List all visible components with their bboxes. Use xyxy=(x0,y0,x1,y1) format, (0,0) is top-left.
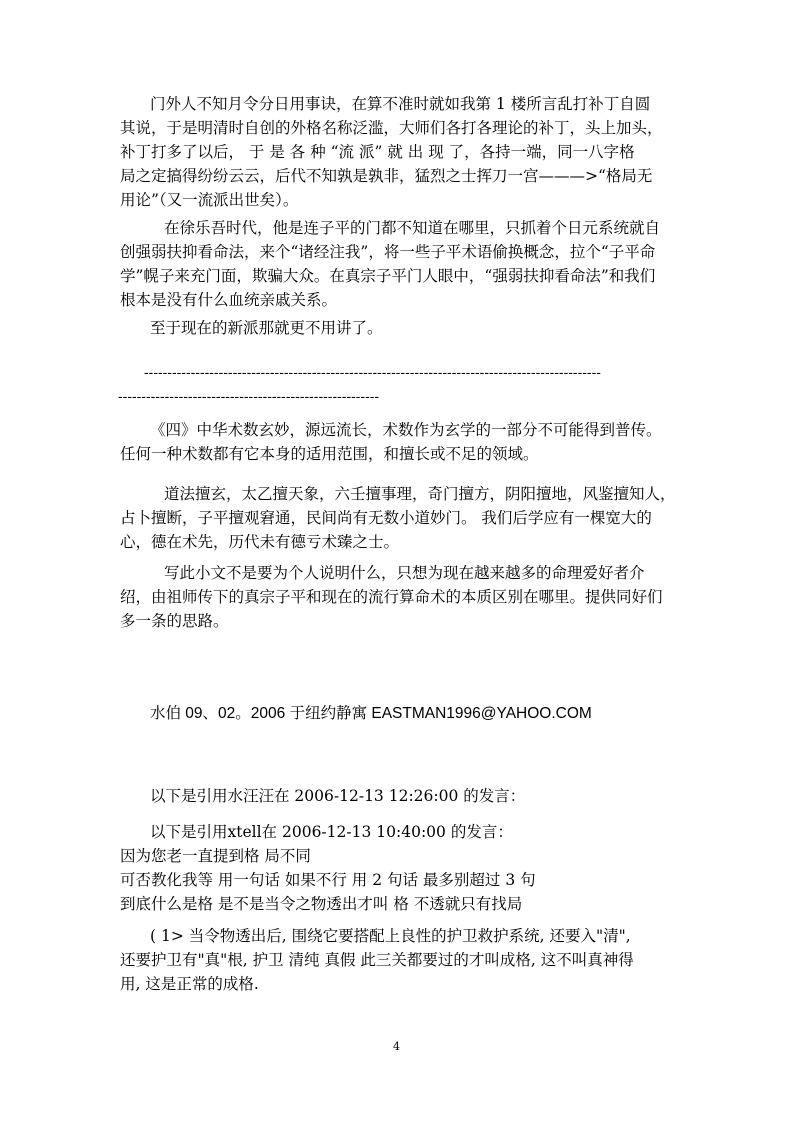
paragraph-2 xyxy=(120,216,676,312)
paragraph-line: 《四》中华术数玄妙，源远流长，术数作为玄学的一部分不可能得到普传。 xyxy=(150,421,662,439)
paragraph-line: 占卜擅断，子平擅观窘通，民间尚有无数小道妙门。 我们后学应有一棵宽大的 xyxy=(120,509,652,527)
paragraph-line: 至于现在的新派那就更不用讲了。 xyxy=(150,319,383,337)
quote-header-1 xyxy=(120,784,676,808)
paragraph-line: 门外人不知月令分日用事诀，在算不准时就如我第 1 楼所言乱打补丁自圆 xyxy=(150,95,651,113)
paragraph-5 xyxy=(120,482,676,554)
quoted-block xyxy=(120,820,676,916)
paragraph-line: 任何一种术数都有它本身的适用范围，和擅长或不足的领域。 xyxy=(120,445,539,463)
paragraph-7 xyxy=(120,924,676,996)
paragraph-line: 心，德在术先，历代未有德亏术臻之士。 xyxy=(120,533,400,551)
paragraph-line: 其说，于是明清时自创的外格名称泛滥，大师们各打各理论的补丁，头上加头， xyxy=(120,119,663,137)
paragraph-line: 用, 这是正常的成格. xyxy=(120,975,259,993)
paragraph-line: 补丁打多了以后， 于 是 各 种 “流 派” 就 出 现 了，各持一端，同一八字格 xyxy=(120,143,635,161)
paragraph-1 xyxy=(120,92,676,212)
paragraph-line: 道法擅玄，太乙擅天象，六壬擅事理，奇门擅方，阴阳擅地，风鉴擅知人， xyxy=(164,485,676,503)
paragraph-line: 在徐乐吾时代，他是连子平的门都不知道在哪里，只抓着个日元系统就自 xyxy=(164,219,661,237)
quote-line: 因为您老一直提到格 局不同 xyxy=(120,847,311,865)
separator-line: -------------------------------------------------------------------------------------------------- xyxy=(144,364,601,380)
signature-line: 水伯 09、02。2006 于纽约静寓 EASTMAN1996@YAHOO.COM xyxy=(150,705,592,722)
separator-line: -------------------------------------------------------- xyxy=(118,388,380,404)
quote-header-line: 以下是引用水汪汪在 2006-12-13 12:26:00 的发言： xyxy=(150,787,526,805)
paragraph-line: 多一条的思路。 xyxy=(120,612,229,630)
paragraph-6 xyxy=(120,561,676,633)
signature xyxy=(120,702,676,726)
paragraph-line: 学”幌子来充门面，欺骗大众。在真宗子平门人眼中，“强弱扶抑看命法”和我们 xyxy=(120,267,656,285)
paragraph-line: ( 1> 当令物透出后, 围绕它要搭配上良性的护卫救护系统, 还要入"清", xyxy=(150,927,631,945)
paragraph-4 xyxy=(120,418,676,466)
paragraph-line: 局之定搞得纷纷云云，后代不知孰是孰非，猛烈之士挥刀一宫———>“格局无 xyxy=(120,167,653,185)
paragraph-line: 创强弱扶抑看命法，来个“诸经注我”，将一些子平术语偷换概念，拉个“子平命 xyxy=(120,243,656,261)
quote-header-line: 以下是引用xtell在 2006-12-13 10:40:00 的发言： xyxy=(150,823,513,841)
quote-line: 到底什么是格 是不是当令之物透出才叫 格 不透就只有找局 xyxy=(120,895,523,913)
page-number: 4 xyxy=(393,1040,400,1053)
paragraph-line: 写此小文不是要为个人说明什么，只想为现在越来越多的命理爱好者介 xyxy=(164,564,645,582)
paragraph-3 xyxy=(120,316,676,340)
quote-line: 可否教化我等 用一句话 如果不行 用 2 句话 最多别超过 3 句 xyxy=(120,871,536,889)
paragraph-line: 绍，由祖师传下的真宗子平和现在的流行算命术的本质区别在哪里。提供同好们 xyxy=(120,588,663,606)
paragraph-line: 根本是没有什么血统亲戚关系。 xyxy=(120,291,338,309)
paragraph-line: 还要护卫有"真"根, 护卫 清纯 真假 此三关都要过的才叫成格, 这不叫真神得 xyxy=(120,951,634,969)
paragraph-line: 用论”（又一流派出世矣）。 xyxy=(120,191,299,209)
separator xyxy=(118,360,678,408)
